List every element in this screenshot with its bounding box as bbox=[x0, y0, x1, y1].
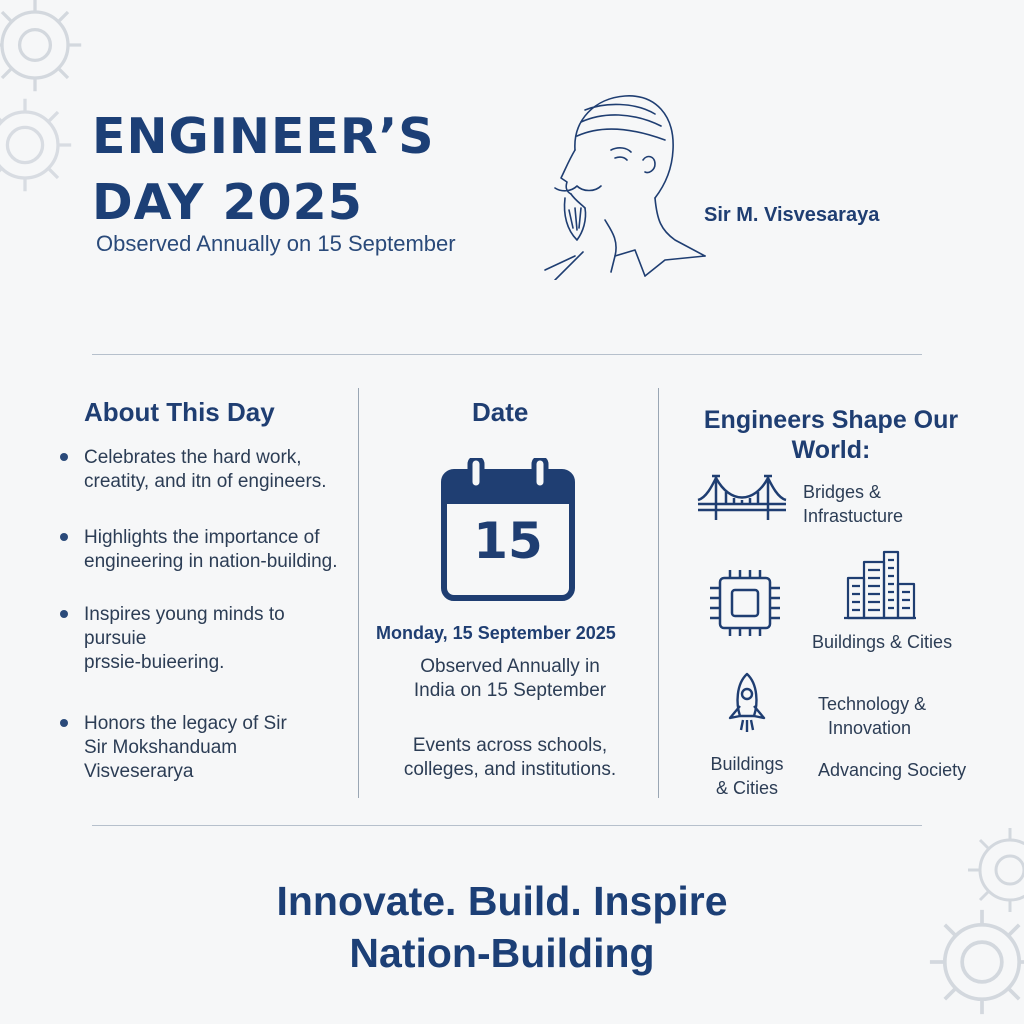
date-title: Date bbox=[472, 397, 529, 427]
buildings-cities-line: & Cities bbox=[715, 778, 778, 798]
full-date: Monday, 15 September 2025 bbox=[376, 623, 616, 643]
portrait-caption: Sir M. Visvesaraya bbox=[704, 204, 880, 226]
page-title bbox=[92, 104, 435, 236]
events-line: colleges, and institutions. bbox=[403, 759, 617, 780]
bridges-label bbox=[803, 480, 903, 528]
advancing-label: Advancing Society bbox=[818, 760, 967, 780]
bullet-text: engineering in nation-building. bbox=[84, 551, 338, 572]
divider-right bbox=[658, 388, 659, 798]
gear-icon bbox=[0, 0, 90, 100]
shape-title-line: Engineers Shape Our bbox=[703, 406, 959, 434]
events-text bbox=[362, 734, 658, 782]
bullet-text: prssie-buieering. bbox=[84, 652, 225, 673]
buildings-cities-label bbox=[706, 752, 788, 800]
bullet-dot bbox=[60, 719, 68, 727]
footer-line-2: Nation-Building bbox=[349, 930, 655, 976]
observed-line: Observed Annually in bbox=[420, 656, 600, 677]
bullet-text: Honors the legacy of Sir bbox=[84, 713, 287, 734]
buildings-label: Buildings & Cities bbox=[812, 632, 953, 652]
divider-top bbox=[92, 354, 922, 355]
bullet-text: Visveserarya bbox=[84, 761, 194, 782]
events-line: Events across schools, bbox=[412, 735, 608, 756]
portrait-sketch bbox=[515, 80, 715, 280]
title-line-1: ENGINEER’S bbox=[92, 108, 435, 165]
tech-line: Innovation bbox=[828, 718, 912, 738]
gear-icon bbox=[0, 90, 80, 200]
buildings-icon bbox=[840, 548, 920, 622]
bridges-line: Bridges & bbox=[803, 482, 882, 502]
tech-line: Technology & bbox=[818, 694, 927, 714]
bullet-text: creatity, and itn of engineers. bbox=[84, 471, 327, 492]
bullet-text: Celebrates the hard work, bbox=[84, 447, 302, 468]
subtitle: Observed Annually on 15 September bbox=[96, 231, 456, 256]
bridges-line: Infrastucture bbox=[803, 506, 904, 526]
bullet-text: pursuie bbox=[84, 628, 147, 649]
divider-bottom bbox=[92, 825, 922, 826]
rocket-icon bbox=[724, 672, 770, 734]
chip-icon bbox=[706, 568, 784, 640]
buildings-cities-line: Buildings bbox=[710, 754, 784, 774]
observed-line: India on 15 September bbox=[413, 680, 607, 701]
footer-line-1: Innovate. Build. Inspire bbox=[276, 878, 728, 924]
bullet-dot bbox=[60, 610, 68, 618]
about-title: About This Day bbox=[84, 397, 275, 427]
bullet-text: Inspires young minds to bbox=[84, 604, 285, 625]
bridge-icon bbox=[696, 470, 788, 522]
observed-text bbox=[362, 655, 658, 703]
bullet-text: Highlights the importance of bbox=[84, 527, 320, 548]
shape-title-line: World: bbox=[791, 436, 871, 464]
calendar-day: 15 bbox=[473, 512, 543, 570]
divider-left bbox=[358, 388, 359, 798]
bullet-text: Sir Mokshanduam bbox=[84, 737, 238, 758]
tech-label bbox=[818, 692, 926, 740]
shape-title bbox=[676, 405, 986, 465]
bullet-dot bbox=[60, 453, 68, 461]
bullet-dot bbox=[60, 533, 68, 541]
title-line-2: DAY 2025 bbox=[92, 174, 363, 231]
